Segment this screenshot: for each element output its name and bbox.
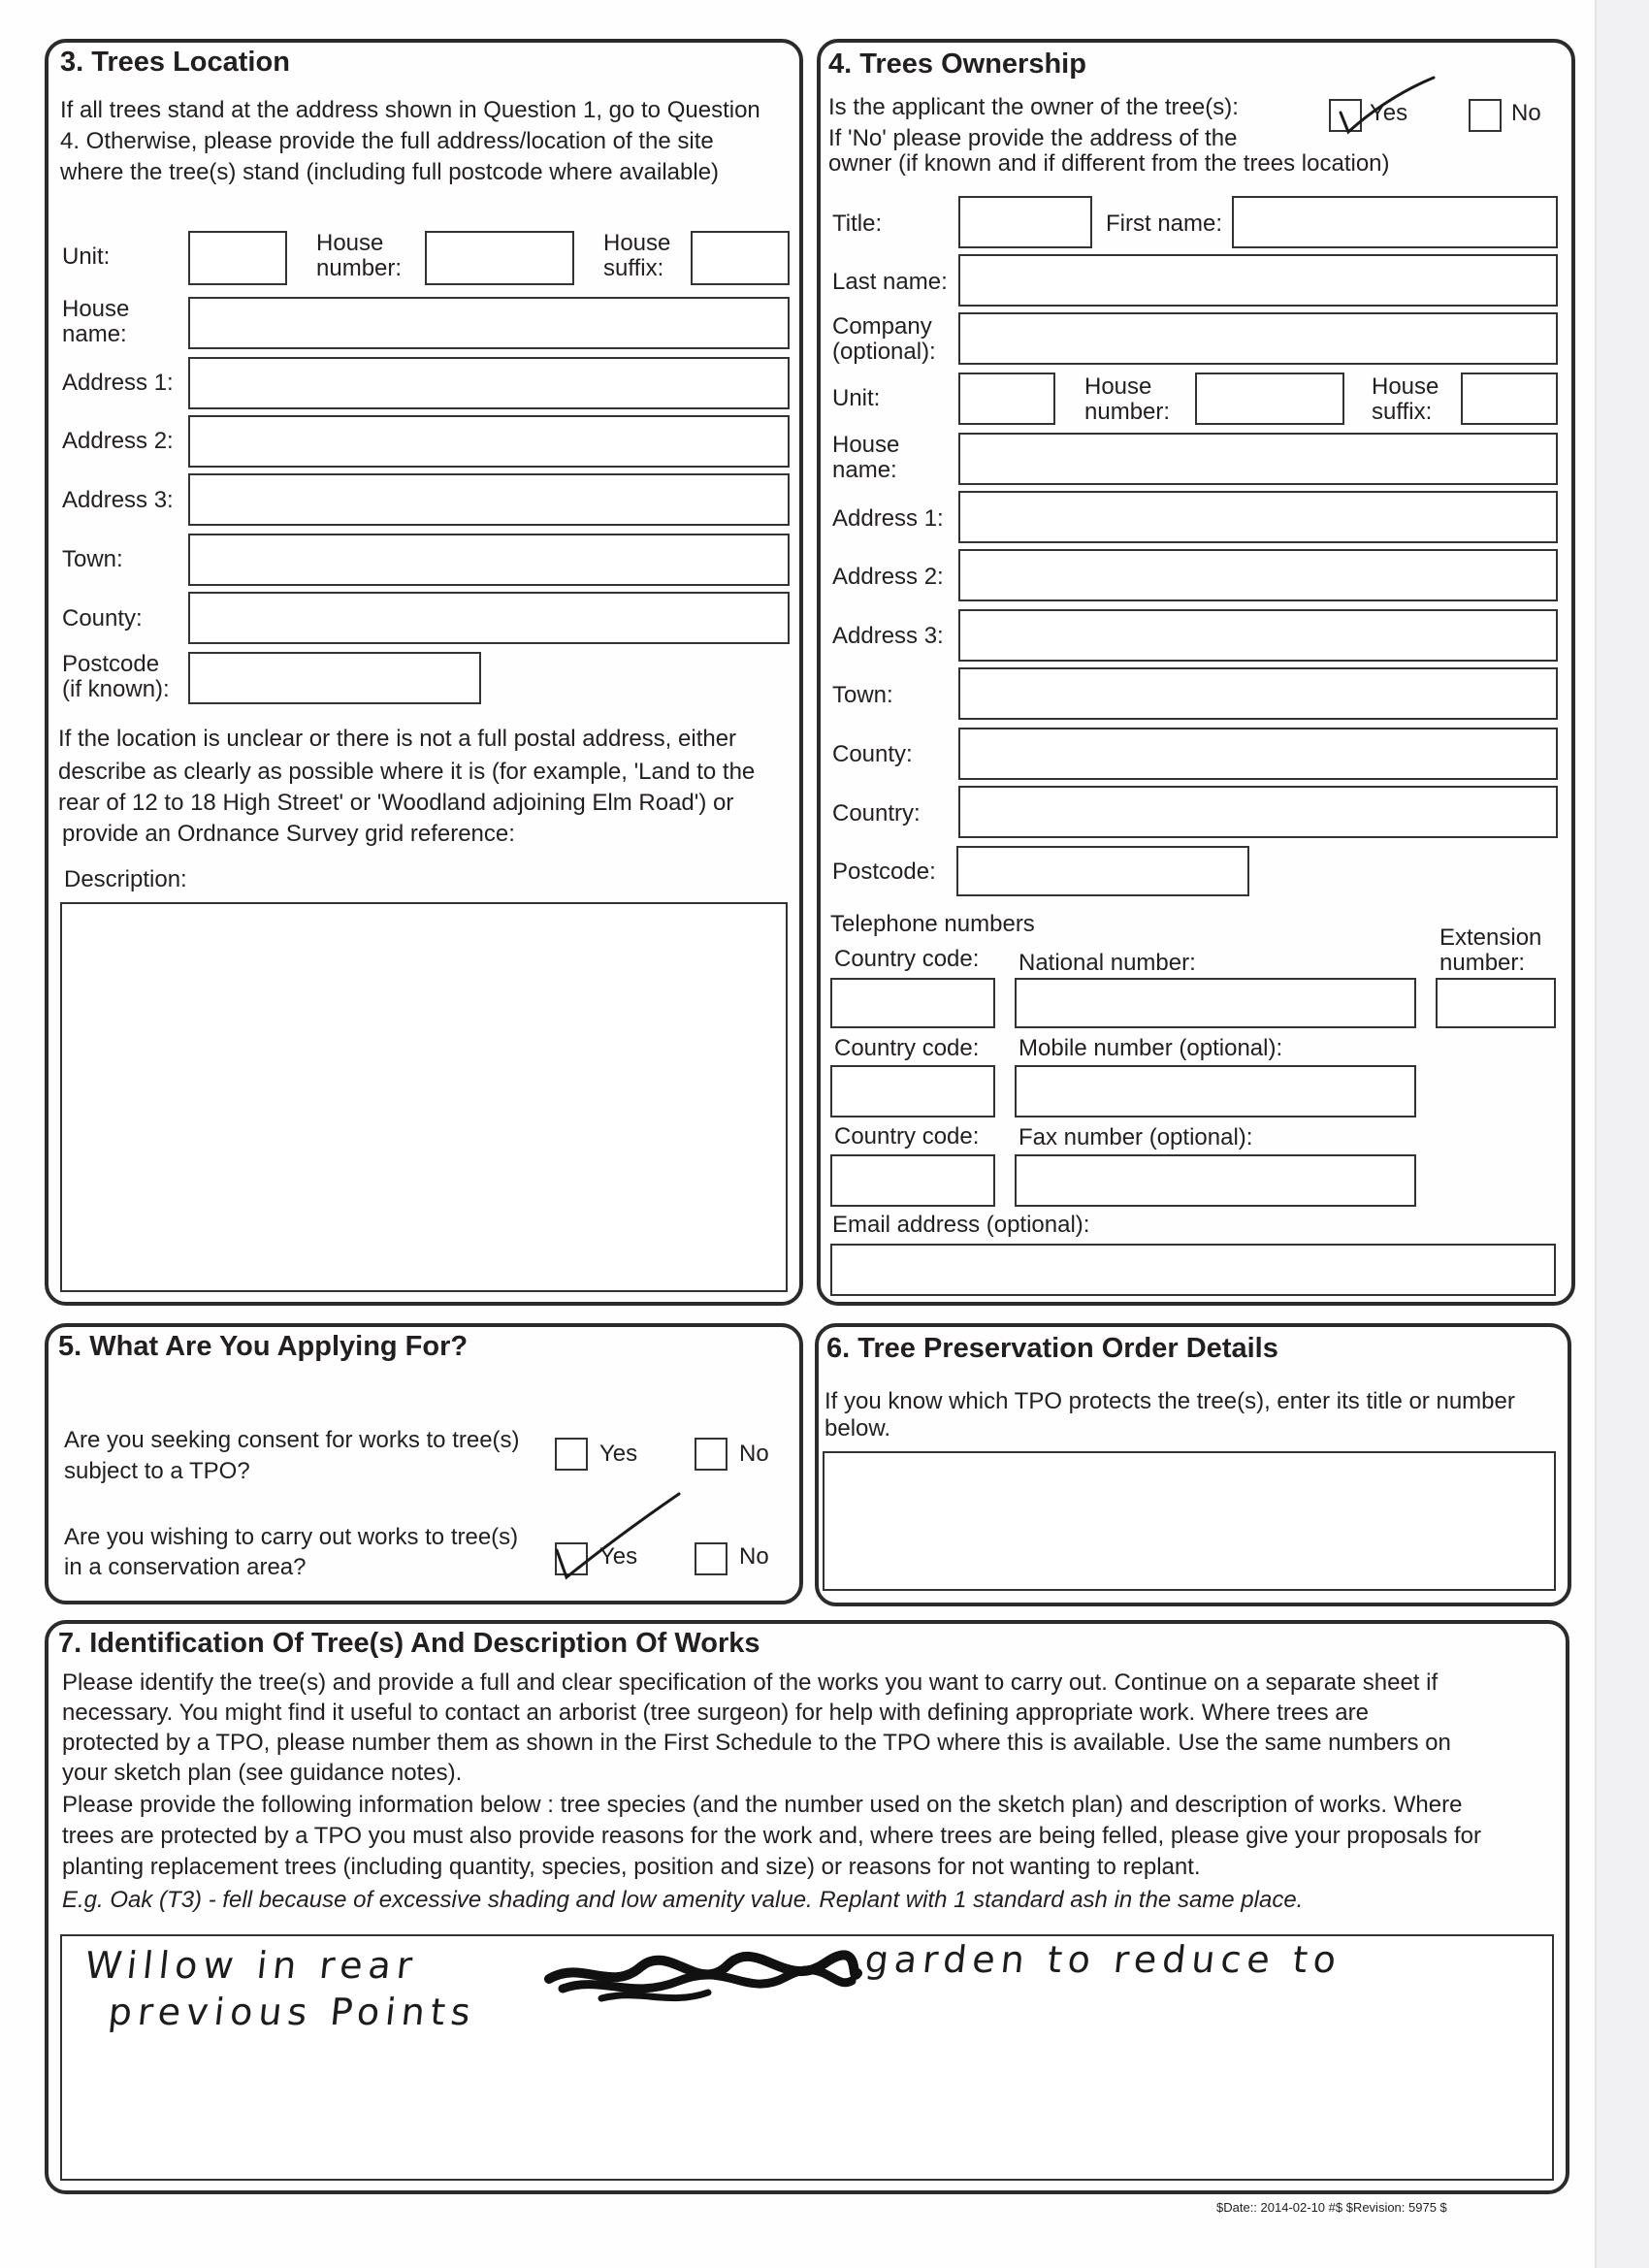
s4-last-name-label: Last name: bbox=[832, 269, 948, 295]
s5-q1-no-label: No bbox=[739, 1441, 769, 1467]
s4-county-field[interactable] bbox=[958, 728, 1558, 780]
section4-title: 4. Trees Ownership bbox=[828, 49, 1086, 80]
s3-town-label: Town: bbox=[62, 546, 123, 572]
s3-description-field[interactable] bbox=[60, 902, 788, 1292]
s4-house-suffix-field[interactable] bbox=[1461, 373, 1558, 425]
s4-owner-no-checkbox[interactable] bbox=[1469, 99, 1502, 132]
s4-house-name-label-l1: House bbox=[832, 432, 900, 458]
s3-description-label: Description: bbox=[64, 866, 187, 892]
s4-house-name-label bbox=[832, 433, 899, 483]
s4-town-label: Town: bbox=[832, 682, 893, 708]
s7-para1-line1: Please identify the tree(s) and provide a full and clear specification of the works you want to carry out. Continue on a separate sheet if bbox=[62, 1669, 1439, 1696]
s4-company-label-l1: Company bbox=[832, 313, 932, 340]
s4-fax-field[interactable] bbox=[1015, 1154, 1416, 1207]
s4-company-field[interactable] bbox=[958, 312, 1558, 365]
s4-country-field[interactable] bbox=[958, 786, 1558, 838]
s4-house-name-label-l2: name: bbox=[832, 457, 897, 483]
s4-county-label: County: bbox=[832, 741, 913, 767]
s4-address3-field[interactable] bbox=[958, 609, 1558, 662]
s4-house-suffix-label-l1: House bbox=[1372, 373, 1439, 400]
s7-para2-line3: planting replacement trees (including quantity, species, position and size) or reasons for not wanting to replant. bbox=[62, 1854, 1201, 1880]
s3-house-number-label bbox=[316, 231, 402, 281]
s4-mobile-label: Mobile number (optional): bbox=[1018, 1035, 1283, 1061]
s4-extension-label bbox=[1439, 925, 1541, 976]
s3-county-label: County: bbox=[62, 605, 143, 632]
s4-company-label bbox=[832, 314, 936, 365]
s4-house-name-field[interactable] bbox=[958, 433, 1558, 485]
s3-address3-label: Address 3: bbox=[62, 487, 174, 513]
s4-house-suffix-label-l2: suffix: bbox=[1372, 399, 1433, 425]
s7-para2-line1: Please provide the following information below : tree species (and the number used on the sketch plan) and description of works. Where bbox=[62, 1792, 1463, 1818]
s4-house-suffix-label bbox=[1372, 374, 1439, 425]
s3-house-suffix-label bbox=[603, 231, 670, 281]
s4-email-label: Email address (optional): bbox=[832, 1212, 1090, 1238]
s4-address2-label: Address 2: bbox=[832, 564, 944, 590]
s6-intro-line1: If you know which TPO protects the tree(s), enter its title or number bbox=[824, 1388, 1515, 1414]
s4-address1-field[interactable] bbox=[958, 491, 1558, 543]
s4-title-field[interactable] bbox=[958, 196, 1092, 248]
s4-house-number-field[interactable] bbox=[1195, 373, 1344, 425]
s4-extension-label-l1: Extension bbox=[1439, 924, 1542, 951]
s4-email-field[interactable] bbox=[830, 1244, 1556, 1296]
s4-country-code-field-1[interactable] bbox=[830, 978, 995, 1028]
s3-county-field[interactable] bbox=[188, 592, 790, 644]
s3-postcode-label-l1: Postcode bbox=[62, 651, 160, 677]
s5-q2-no-label: No bbox=[739, 1543, 769, 1570]
s4-country-code-label-2: Country code: bbox=[834, 1035, 980, 1061]
s4-owner-question: Is the applicant the owner of the tree(s): bbox=[828, 94, 1239, 120]
s4-telephone-heading: Telephone numbers bbox=[830, 911, 1035, 937]
s3-unclear-line2: describe as clearly as possible where it is (for example, 'Land to the bbox=[58, 759, 756, 785]
s3-house-number-label-l1: House bbox=[316, 230, 384, 256]
s3-house-number-label-l2: number: bbox=[316, 255, 403, 281]
s7-para1-line3: protected by a TPO, please number them as shown in the First Schedule to the TPO where this is available. Use the same numbers on bbox=[62, 1730, 1451, 1756]
s4-postcode-label: Postcode: bbox=[832, 859, 936, 885]
s3-house-number-field[interactable] bbox=[425, 231, 574, 285]
section3-title: 3. Trees Location bbox=[60, 47, 290, 78]
s5-q2-yes-label: Yes bbox=[599, 1543, 638, 1570]
s3-town-field[interactable] bbox=[188, 534, 790, 586]
s3-house-suffix-label-l1: House bbox=[603, 230, 671, 256]
s3-address3-field[interactable] bbox=[188, 473, 790, 526]
s3-postcode-label bbox=[62, 652, 170, 702]
s4-company-label-l2: (optional): bbox=[832, 339, 936, 365]
section3-intro-line3: where the tree(s) stand (including full postcode where available) bbox=[60, 159, 720, 185]
s4-extension-field[interactable] bbox=[1436, 978, 1556, 1028]
s4-house-number-label bbox=[1084, 374, 1170, 425]
s3-unclear-line4: provide an Ordnance Survey grid reference: bbox=[62, 821, 515, 847]
s3-unclear-line1: If the location is unclear or there is not a full postal address, either bbox=[58, 726, 737, 752]
s4-address2-field[interactable] bbox=[958, 549, 1558, 601]
s4-unit-label: Unit: bbox=[832, 385, 881, 411]
s6-intro-line2: below. bbox=[824, 1415, 891, 1442]
s4-country-code-field-3[interactable] bbox=[830, 1154, 995, 1207]
s4-country-code-label-1: Country code: bbox=[834, 946, 980, 972]
s4-postcode-field[interactable] bbox=[956, 846, 1249, 896]
s4-house-number-label-l1: House bbox=[1084, 373, 1152, 400]
s7-example: E.g. Oak (T3) - fell because of excessive shading and low amenity value. Replant with 1 standard ash in the same place. bbox=[62, 1887, 1304, 1913]
s4-if-no-line1: If 'No' please provide the address of the bbox=[828, 125, 1238, 151]
s4-country-code-field-2[interactable] bbox=[830, 1065, 995, 1118]
s4-country-label: Country: bbox=[832, 800, 921, 826]
revision-footer: $Date:: 2014-02-10 #$ $Revision: 5975 $ bbox=[1216, 2200, 1447, 2215]
s5-q1-no-checkbox[interactable] bbox=[695, 1438, 728, 1471]
s7-para2-line2: trees are protected by a TPO you must also provide reasons for the work and, where trees are being felled, please give your proposals for bbox=[62, 1823, 1482, 1849]
s4-last-name-field[interactable] bbox=[958, 254, 1558, 307]
s7-handwritten-line1-part1: Willow in rear bbox=[82, 1944, 420, 1987]
s5-q1-yes-label: Yes bbox=[599, 1441, 638, 1467]
s5-q1-line2: subject to a TPO? bbox=[64, 1458, 250, 1484]
s4-if-no-line2: owner (if known and if different from the trees location) bbox=[828, 150, 1390, 177]
s3-house-name-label-l2: name: bbox=[62, 321, 127, 347]
s7-handwritten-line2: previous Points bbox=[106, 1991, 479, 2033]
s4-national-number-label: National number: bbox=[1018, 950, 1196, 976]
s5-q2-line2: in a conservation area? bbox=[64, 1554, 307, 1580]
s6-tpo-field[interactable] bbox=[823, 1451, 1556, 1591]
s5-q1-line1: Are you seeking consent for works to tree(s) bbox=[64, 1427, 520, 1453]
s4-house-number-label-l2: number: bbox=[1084, 399, 1171, 425]
s3-house-suffix-field[interactable] bbox=[691, 231, 790, 285]
s4-unit-field[interactable] bbox=[958, 373, 1055, 425]
scan-page-edge bbox=[1595, 0, 1649, 2268]
s5-q2-line1: Are you wishing to carry out works to tree(s) bbox=[64, 1524, 519, 1550]
section6-title: 6. Tree Preservation Order Details bbox=[826, 1333, 1278, 1364]
s7-scribble-icon bbox=[543, 1946, 863, 2012]
s3-address1-label: Address 1: bbox=[62, 370, 174, 396]
s5-q2-no-checkbox[interactable] bbox=[695, 1542, 728, 1575]
s4-first-name-field[interactable] bbox=[1232, 196, 1558, 248]
s4-town-field[interactable] bbox=[958, 667, 1558, 720]
s3-house-name-label-l1: House bbox=[62, 296, 130, 322]
section3-intro-line2: 4. Otherwise, please provide the full address/location of the site bbox=[60, 128, 714, 154]
s4-address1-label: Address 1: bbox=[832, 505, 944, 532]
s7-para1-line2: necessary. You might find it useful to contact an arborist (tree surgeon) for help with defining appropriate work. Where trees are bbox=[62, 1700, 1369, 1726]
s4-owner-no-label: No bbox=[1511, 100, 1541, 126]
s4-extension-label-l2: number: bbox=[1439, 950, 1526, 976]
s3-house-suffix-label-l2: suffix: bbox=[603, 255, 664, 281]
s3-house-name-field[interactable] bbox=[188, 297, 790, 349]
s4-owner-yes-tick-icon bbox=[1329, 68, 1445, 146]
s4-fax-label: Fax number (optional): bbox=[1018, 1124, 1253, 1150]
s5-q1-yes-checkbox[interactable] bbox=[555, 1438, 588, 1471]
s5-q2-yes-tick-icon bbox=[549, 1488, 695, 1585]
section7-title: 7. Identification Of Tree(s) And Description Of Works bbox=[58, 1628, 760, 1659]
section3-intro-line1: If all trees stand at the address shown in Question 1, go to Question bbox=[60, 97, 760, 123]
s4-title-label: Title: bbox=[832, 211, 883, 237]
s3-unit-field[interactable] bbox=[188, 231, 287, 285]
s3-address2-field[interactable] bbox=[188, 415, 790, 468]
s3-house-name-label bbox=[62, 297, 129, 347]
section5-title: 5. What Are You Applying For? bbox=[58, 1331, 469, 1362]
s3-unit-label: Unit: bbox=[62, 243, 111, 270]
s4-first-name-label: First name: bbox=[1106, 211, 1223, 237]
s3-unclear-line3: rear of 12 to 18 High Street' or 'Woodland adjoining Elm Road') or bbox=[58, 790, 734, 816]
s3-postcode-field[interactable] bbox=[188, 652, 481, 704]
s3-address2-label: Address 2: bbox=[62, 428, 174, 454]
s4-owner-yes-label: Yes bbox=[1370, 100, 1408, 126]
s4-country-code-label-3: Country code: bbox=[834, 1123, 980, 1150]
s4-national-number-field[interactable] bbox=[1015, 978, 1416, 1028]
s4-mobile-field[interactable] bbox=[1015, 1065, 1416, 1118]
s7-para1-line4: your sketch plan (see guidance notes). bbox=[62, 1760, 463, 1786]
s7-handwritten-line1-part2: garden to reduce to bbox=[862, 1938, 1344, 1981]
s3-address1-field[interactable] bbox=[188, 357, 790, 409]
s3-postcode-label-l2: (if known): bbox=[62, 676, 170, 702]
s4-address3-label: Address 3: bbox=[832, 623, 944, 649]
